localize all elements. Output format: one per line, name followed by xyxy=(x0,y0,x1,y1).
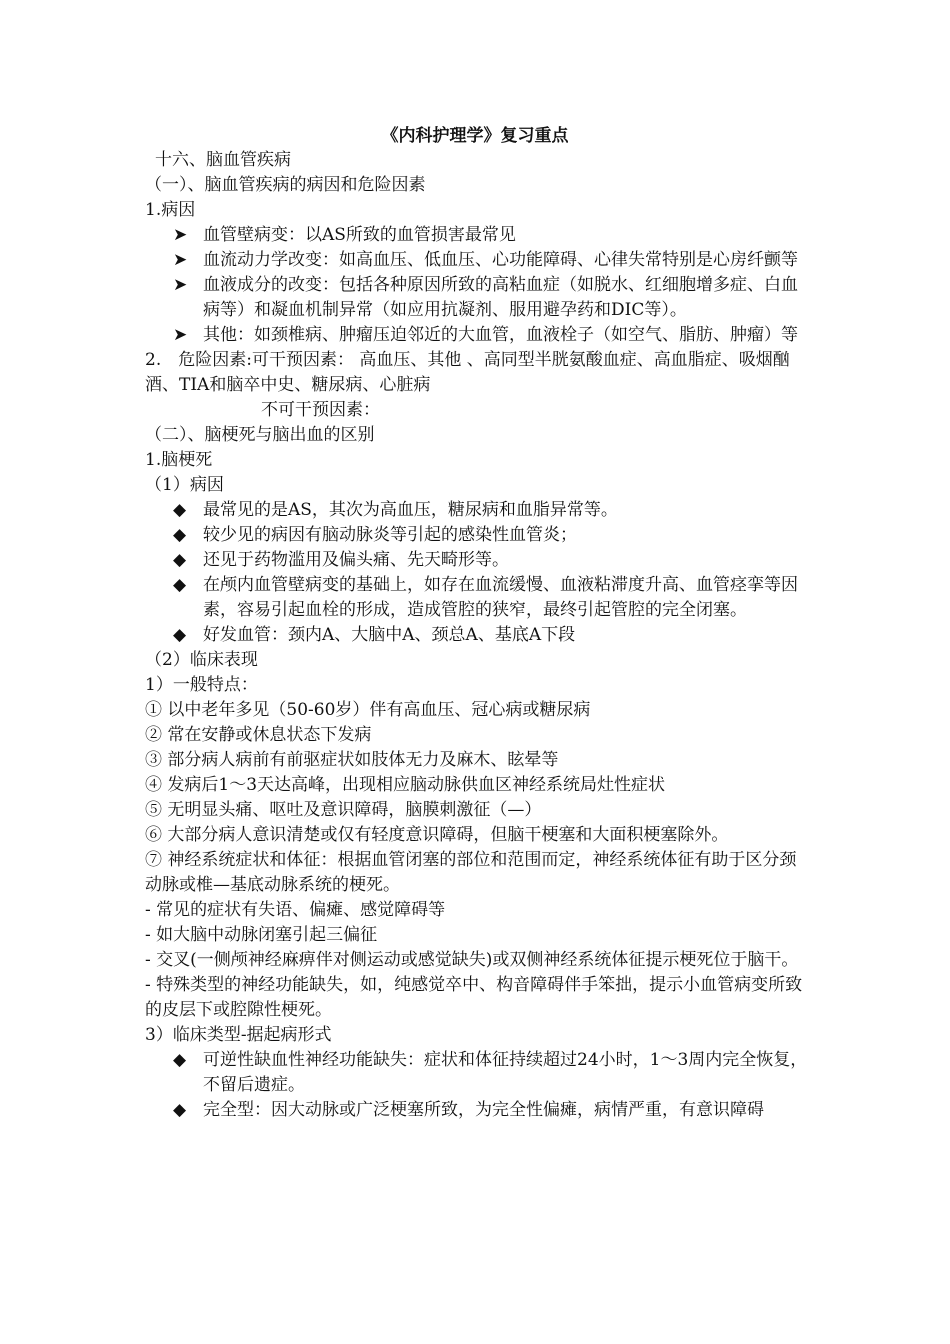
dash-item-2: - 如大脑中动脉闭塞引起三偏征 xyxy=(145,925,378,945)
list-item: ◆ 可逆性缺血性神经功能缺失：症状和体征持续超过24小时，1～3周内完全恢复，不留后遗症。 xyxy=(173,1050,808,1095)
arrow-bullet-icon: ➤ xyxy=(173,250,188,270)
cause-heading: 1.病因 xyxy=(145,200,196,220)
section-heading-16: 十六、脑血管疾病 xyxy=(155,150,291,170)
diamond-bullet-icon: ◆ xyxy=(173,1050,187,1070)
infarct-heading: 1.脑梗死 xyxy=(145,450,213,470)
arrow-bullet-icon: ➤ xyxy=(173,325,188,345)
diamond-bullet-icon: ◆ xyxy=(173,525,187,545)
general-heading: 1）一般特点： xyxy=(145,675,258,695)
type-heading: 3）临床类型-据起病形式 xyxy=(145,1025,332,1045)
dash-item-4: - 特殊类型的神经功能缺失，如，纯感觉卒中、构音障碍伴手笨拙，提示小血管病变所致的皮层下或腔隙性梗死。 xyxy=(145,975,803,1020)
general-item-2: ② 常在安静或休息状态下发病 xyxy=(145,725,372,745)
cause-list xyxy=(145,223,811,348)
diamond-bullet-icon: ◆ xyxy=(173,625,187,645)
arrow-bullet-icon: ➤ xyxy=(173,225,188,245)
list-item: ◆ 较少见的病因有脑动脉炎等引起的感染性血管炎； xyxy=(145,523,811,548)
list-item: ◆ 还见于药物滥用及偏头痛、先天畸形等。 xyxy=(145,548,811,573)
list-item: ◆ 最常见的是AS，其次为高血压，糖尿病和血脂异常等。 xyxy=(145,498,811,523)
dash-item-1: - 常见的症状有失语、偏瘫、感觉障碍等 xyxy=(145,900,446,920)
general-item-1: ① 以中老年多见（50-60岁）伴有高血压、冠心病或糖尿病 xyxy=(145,700,591,720)
arrow-bullet-icon: ➤ xyxy=(173,275,188,295)
type-list xyxy=(145,1048,811,1123)
dash-item-3: - 交叉(一侧颅神经麻痹伴对侧运动或感觉缺失)或双侧神经系统体征提示梗死位于脑干。 xyxy=(145,950,799,970)
list-item: ◆ 好发血管：颈内A、大脑中A、颈总A、基底A下段 xyxy=(145,623,811,648)
list-item: ➤ 血管壁病变：以AS所致的血管损害最常见 xyxy=(145,223,811,248)
doc-title: 《内科护理学》复习重点 xyxy=(381,126,569,146)
list-item: ➤ 血液成分的改变：包括各种原因所致的高粘血症（如脱水、红细胞增多症、白血病等）和凝血机制异常（如应用抗凝剂、服用避孕药和DIC等）。 xyxy=(173,275,798,320)
list-item: ◆ 在颅内血管壁病变的基础上，如存在血流缓慢、血液粘滞度升高、血管痉挛等因素，容易引起血栓的形成，造成管腔的狭窄，最终引起管腔的完全闭塞。 xyxy=(173,575,798,620)
subsection-heading-2: （二）、脑梗死与脑出血的区别 xyxy=(145,425,375,445)
risk-factors-uncontrollable: 不可干预因素： xyxy=(261,400,380,420)
general-item-7: ⑦ 神经系统症状和体征：根据血管闭塞的部位和范围而定，神经系统体征有助于区分颈动脉或椎—基底动脉系统的梗死。 xyxy=(145,850,797,895)
etiology-heading: （1）病因 xyxy=(145,475,224,495)
list-item: ➤ 其他：如颈椎病、肿瘤压迫邻近的大血管，血液栓子（如空气、脂肪、肿瘤）等 xyxy=(145,323,811,348)
clinical-heading: （2）临床表现 xyxy=(145,650,258,670)
general-item-4: ④ 发病后1～3天达高峰，出现相应脑动脉供血区神经系统局灶性症状 xyxy=(145,775,666,795)
doc-content xyxy=(145,148,811,1123)
general-item-6: ⑥ 大部分病人意识清楚或仅有轻度意识障碍，但脑干梗塞和大面积梗塞除外。 xyxy=(145,825,729,845)
subsection-heading-1: （一）、脑血管疾病的病因和危险因素 xyxy=(145,175,426,195)
diamond-bullet-icon: ◆ xyxy=(173,500,187,520)
general-item-3: ③ 部分病人病前有前驱症状如肢体无力及麻木、眩晕等 xyxy=(145,750,559,770)
diamond-bullet-icon: ◆ xyxy=(173,1100,187,1120)
diamond-bullet-icon: ◆ xyxy=(173,575,187,595)
risk-factors-controllable: 2. 危险因素:可干预因素： 高血压、其他 、高同型半胱氨酸血症、高血脂症、吸烟酗酒、TIA和脑卒中史、糖尿病、心脏病 xyxy=(145,350,790,395)
list-item: ◆ 完全型：因大动脉或广泛梗塞所致，为完全性偏瘫，病情严重，有意识障碍 xyxy=(145,1098,811,1123)
diamond-bullet-icon: ◆ xyxy=(173,550,187,570)
list-item: ➤ 血流动力学改变：如高血压、低血压、心功能障碍、心律失常特别是心房纤颤等 xyxy=(145,248,811,273)
etiology-list xyxy=(145,498,811,648)
general-item-5: ⑤ 无明显头痛、呕吐及意识障碍，脑膜刺激征（—） xyxy=(145,800,542,820)
